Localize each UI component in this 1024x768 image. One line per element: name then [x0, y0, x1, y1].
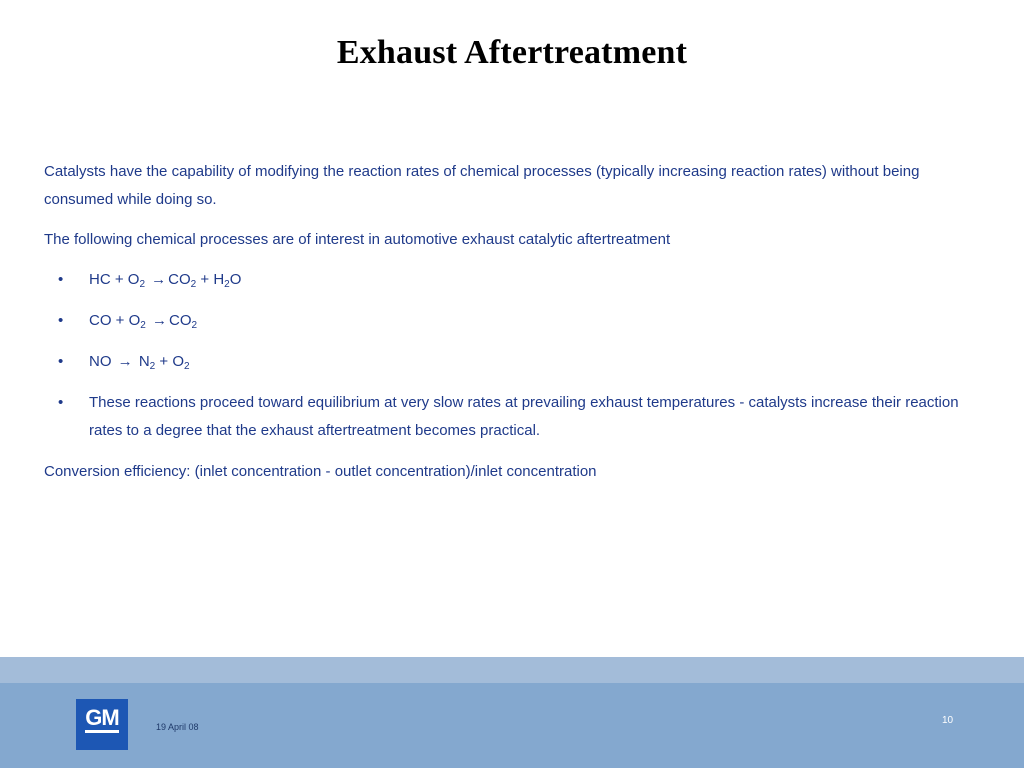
reaction-no: NO → $N_2 + O_2$ — [89, 353, 190, 372]
equilibrium-text: These reactions proceed toward equilibrium at very slow rates at prevailing exhaust temperatures - catalysts increase their reaction rates to a degree that the exhaust aftertreatment becomes practical. — [89, 394, 959, 439]
slide-title: Exhaust Aftertreatment — [336, 34, 688, 71]
reaction-hc-item — [44, 266, 974, 294]
slide-body — [44, 158, 974, 498]
arrow-icon: → — [117, 353, 133, 370]
bullet-icon: • — [58, 312, 64, 329]
processes-paragraph: The following chemical processes are of interest in automotive exhaust catalytic aftertreatment — [44, 231, 671, 248]
bullet-icon: • — [58, 394, 64, 411]
page-number: 10 — [942, 715, 954, 726]
bullet-icon: • — [58, 353, 64, 370]
bullet-icon: • — [58, 271, 64, 288]
arrow-icon: → — [151, 271, 167, 288]
conversion-efficiency-paragraph: Conversion efficiency: (inlet concentration - outlet concentration)/inlet concentration — [44, 463, 597, 480]
bullet-list — [44, 266, 974, 445]
reaction-co-item — [44, 307, 974, 335]
intro-paragraph: Catalysts have the capability of modifying the reaction rates of chemical processes (typically increasing reaction rates) without being consumed while doing so. — [44, 163, 920, 208]
footer-band — [0, 683, 1024, 768]
footer-band-light — [0, 657, 1024, 683]
reaction-hc: HC + $O_2 \to CO_2 + H_2O$ — [89, 271, 242, 290]
gm-logo-text: GM — [85, 707, 118, 733]
reaction-no-item — [44, 348, 974, 376]
equilibrium-item — [44, 389, 974, 445]
reaction-co: CO + $O_2 \to CO_2$ — [89, 312, 198, 331]
footer-date: 19 April 08 — [156, 722, 199, 732]
gm-logo — [76, 699, 128, 750]
arrow-icon: → — [152, 312, 167, 329]
